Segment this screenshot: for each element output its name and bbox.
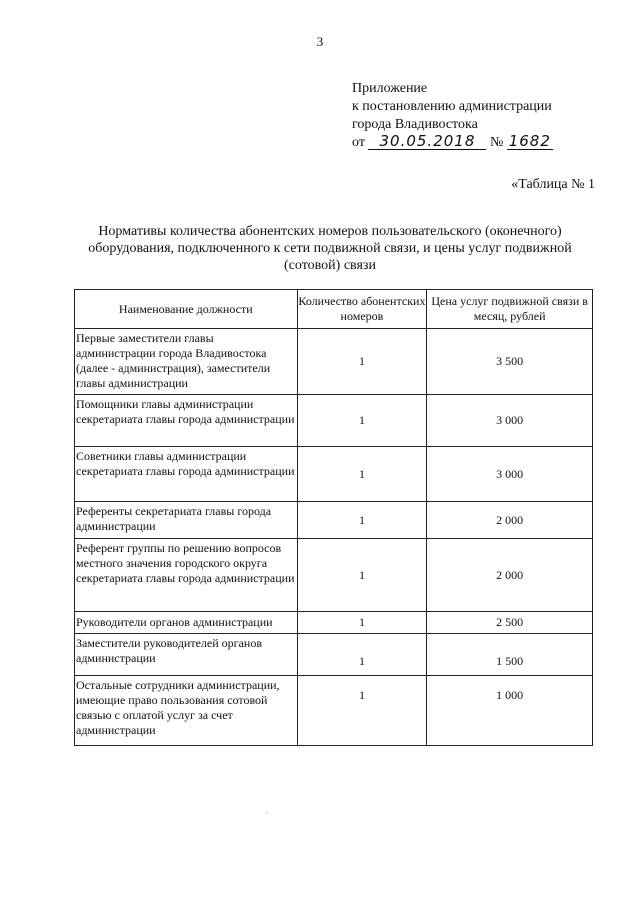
cell-quantity: 1 (297, 539, 427, 612)
cell-quantity: 1 (297, 395, 427, 447)
cell-quantity: 1 (297, 676, 427, 746)
cell-quantity: 1 (297, 329, 427, 395)
document-title: Нормативы количества абонентских номеров пользовательского (оконечного) оборудования, подключенного к сети подвижной связи, и цены услуг подвижной (сотовой) связи (88, 224, 572, 273)
from-label: от (352, 135, 365, 150)
cell-price: 2 000 (427, 539, 593, 612)
table-row (75, 612, 593, 634)
cell-price: 3 000 (427, 395, 593, 447)
norms-table (74, 289, 593, 746)
cell-position: Референт группы по решению вопросов местного значения городского округа секретариата главы города администрации (75, 539, 298, 612)
cell-quantity: 1 (297, 447, 427, 502)
appendix-date-line (352, 134, 553, 152)
cell-price: 2 000 (427, 502, 593, 539)
scan-speck-mark (260, 806, 274, 820)
cell-price: 1 500 (427, 634, 593, 676)
appendix-block (352, 80, 553, 152)
cell-price: 1 000 (427, 676, 593, 746)
appendix-line-2: к постановлению администрации (352, 99, 552, 114)
handwritten-date: 30.05.2018 (368, 134, 486, 150)
cell-position: Помощники главы администрации секретариата главы города администрации (75, 395, 298, 447)
appendix-title: Приложение (352, 81, 428, 96)
table-row (75, 634, 593, 676)
cell-position: Советники главы администрации секретариата главы города администрации (75, 447, 298, 502)
cell-price: 2 500 (427, 612, 593, 634)
cell-position: Заместители руководителей органов администрации (75, 634, 298, 676)
table-row (75, 676, 593, 746)
table-row (75, 329, 593, 395)
appendix-line-3: города Владивостока (352, 117, 478, 132)
page-number: 3 (316, 34, 324, 49)
header-price: Цена услуг подвижной связи в месяц, рублей (427, 290, 593, 329)
cell-position: Руководители органов администрации (75, 612, 298, 634)
cell-price: 3 500 (427, 329, 593, 395)
number-label: № (489, 135, 504, 150)
cell-position: Остальные сотрудники администрации, имеющие право пользования сотовой связью с оплатой услуг за счет администрации (75, 676, 298, 746)
header-quantity: Количество абонентских номеров (297, 290, 427, 329)
header-position: Наименование должности (75, 290, 298, 329)
table-row (75, 539, 593, 612)
table-row (75, 447, 593, 502)
cell-price: 3 000 (427, 447, 593, 502)
cell-position: Первые заместители главы администрации города Владивостока (далее - администрация), заместители главы администрации (75, 329, 298, 395)
cell-quantity: 1 (297, 502, 427, 539)
table-label: «Таблица № 1 (511, 177, 595, 192)
cell-quantity: 1 (297, 634, 427, 676)
cell-quantity: 1 (297, 612, 427, 634)
cell-position: Референты секретариата главы города администрации (75, 502, 298, 539)
table-header-row (75, 290, 593, 329)
table-row (75, 502, 593, 539)
table-row (75, 395, 593, 447)
handwritten-number: 1682 (508, 132, 551, 150)
